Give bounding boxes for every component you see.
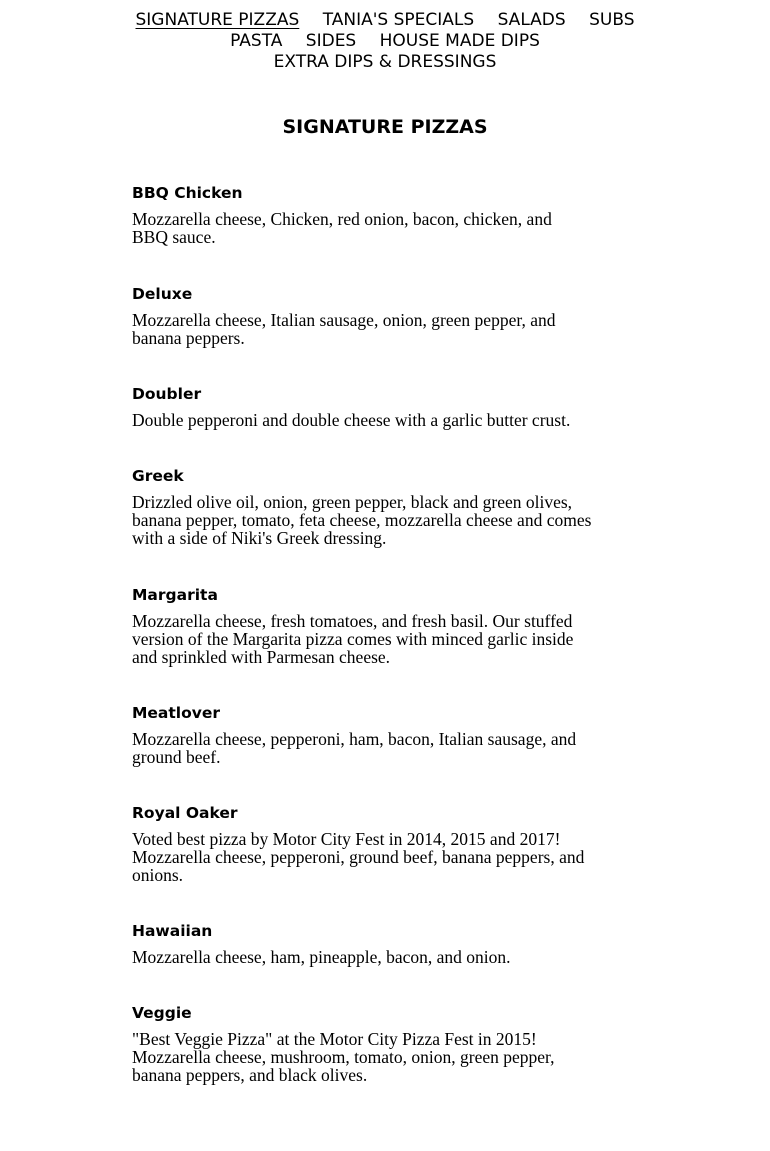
nav-link-tanias-specials[interactable]: TANIA'S SPECIALS [322,10,475,30]
nav-link-sides[interactable]: SIDES [305,31,357,51]
menu-item-description: Mozzarella cheese, Chicken, red onion, bacon, chicken, and BBQ sauce. [132,209,552,247]
menu-item [132,584,592,702]
nav-link-signature-pizzas[interactable]: SIGNATURE PIZZAS [135,10,300,30]
menu-item-description: Voted best pizza by Motor City Fest in 2014, 2015 and 2017! Mozzarella cheese, pepperoni, ground beef, banana peppers, and onions. [132,829,585,885]
section-title: SIGNATURE PIZZAS [282,116,488,138]
category-nav [0,10,770,73]
menu-item-name: Meatlover [132,704,221,722]
menu-item [132,465,592,584]
menu-item-name: Veggie [132,1004,192,1022]
nav-row-1 [0,10,770,31]
menu-item-name: BBQ Chicken [132,184,243,202]
menu-item-description: Mozzarella cheese, fresh tomatoes, and fresh basil. Our stuffed version of the Margarita pizza comes with minced garlic inside and sprinkled with Parmesan cheese. [132,611,574,667]
nav-link-salads[interactable]: SALADS [497,10,566,30]
menu-item [132,1002,592,1084]
menu-item [132,702,592,802]
menu-list [132,182,592,1084]
menu-item [132,802,592,920]
menu-item [132,182,592,283]
menu-item [132,283,592,383]
menu-item [132,920,592,1002]
menu-item [132,383,592,465]
menu-item-description: Drizzled olive oil, onion, green pepper, black and green olives, banana pepper, tomato, feta cheese, mozzarella cheese and comes with a side of Niki's Greek dressing. [132,492,592,548]
menu-item-name: Deluxe [132,285,193,303]
menu-item-name: Royal Oaker [132,804,238,822]
menu-item-description: Mozzarella cheese, Italian sausage, onion, green pepper, and banana peppers. [132,310,556,348]
nav-link-pasta[interactable]: PASTA [230,31,283,51]
menu-item-description: Mozzarella cheese, pepperoni, ham, bacon, Italian sausage, and ground beef. [132,729,577,767]
menu-item-description: Double pepperoni and double cheese with a garlic butter crust. [132,410,571,430]
nav-link-house-made-dips[interactable]: HOUSE MADE DIPS [379,31,540,51]
menu-item-description: Mozzarella cheese, ham, pineapple, bacon, and onion. [132,947,511,967]
nav-link-subs[interactable]: SUBS [589,10,635,30]
nav-row-2 [0,31,770,52]
menu-item-name: Margarita [132,586,218,604]
menu-item-name: Doubler [132,385,202,403]
menu-item-description: "Best Veggie Pizza" at the Motor City Pizza Fest in 2015! Mozzarella cheese, mushroom, tomato, onion, green pepper, banana peppers, and black olives. [132,1029,555,1085]
menu-item-name: Hawaiian [132,922,213,940]
nav-link-extra-dips-dressings[interactable]: EXTRA DIPS & DRESSINGS [273,52,497,72]
menu-item-name: Greek [132,467,184,485]
nav-row-3 [0,52,770,73]
